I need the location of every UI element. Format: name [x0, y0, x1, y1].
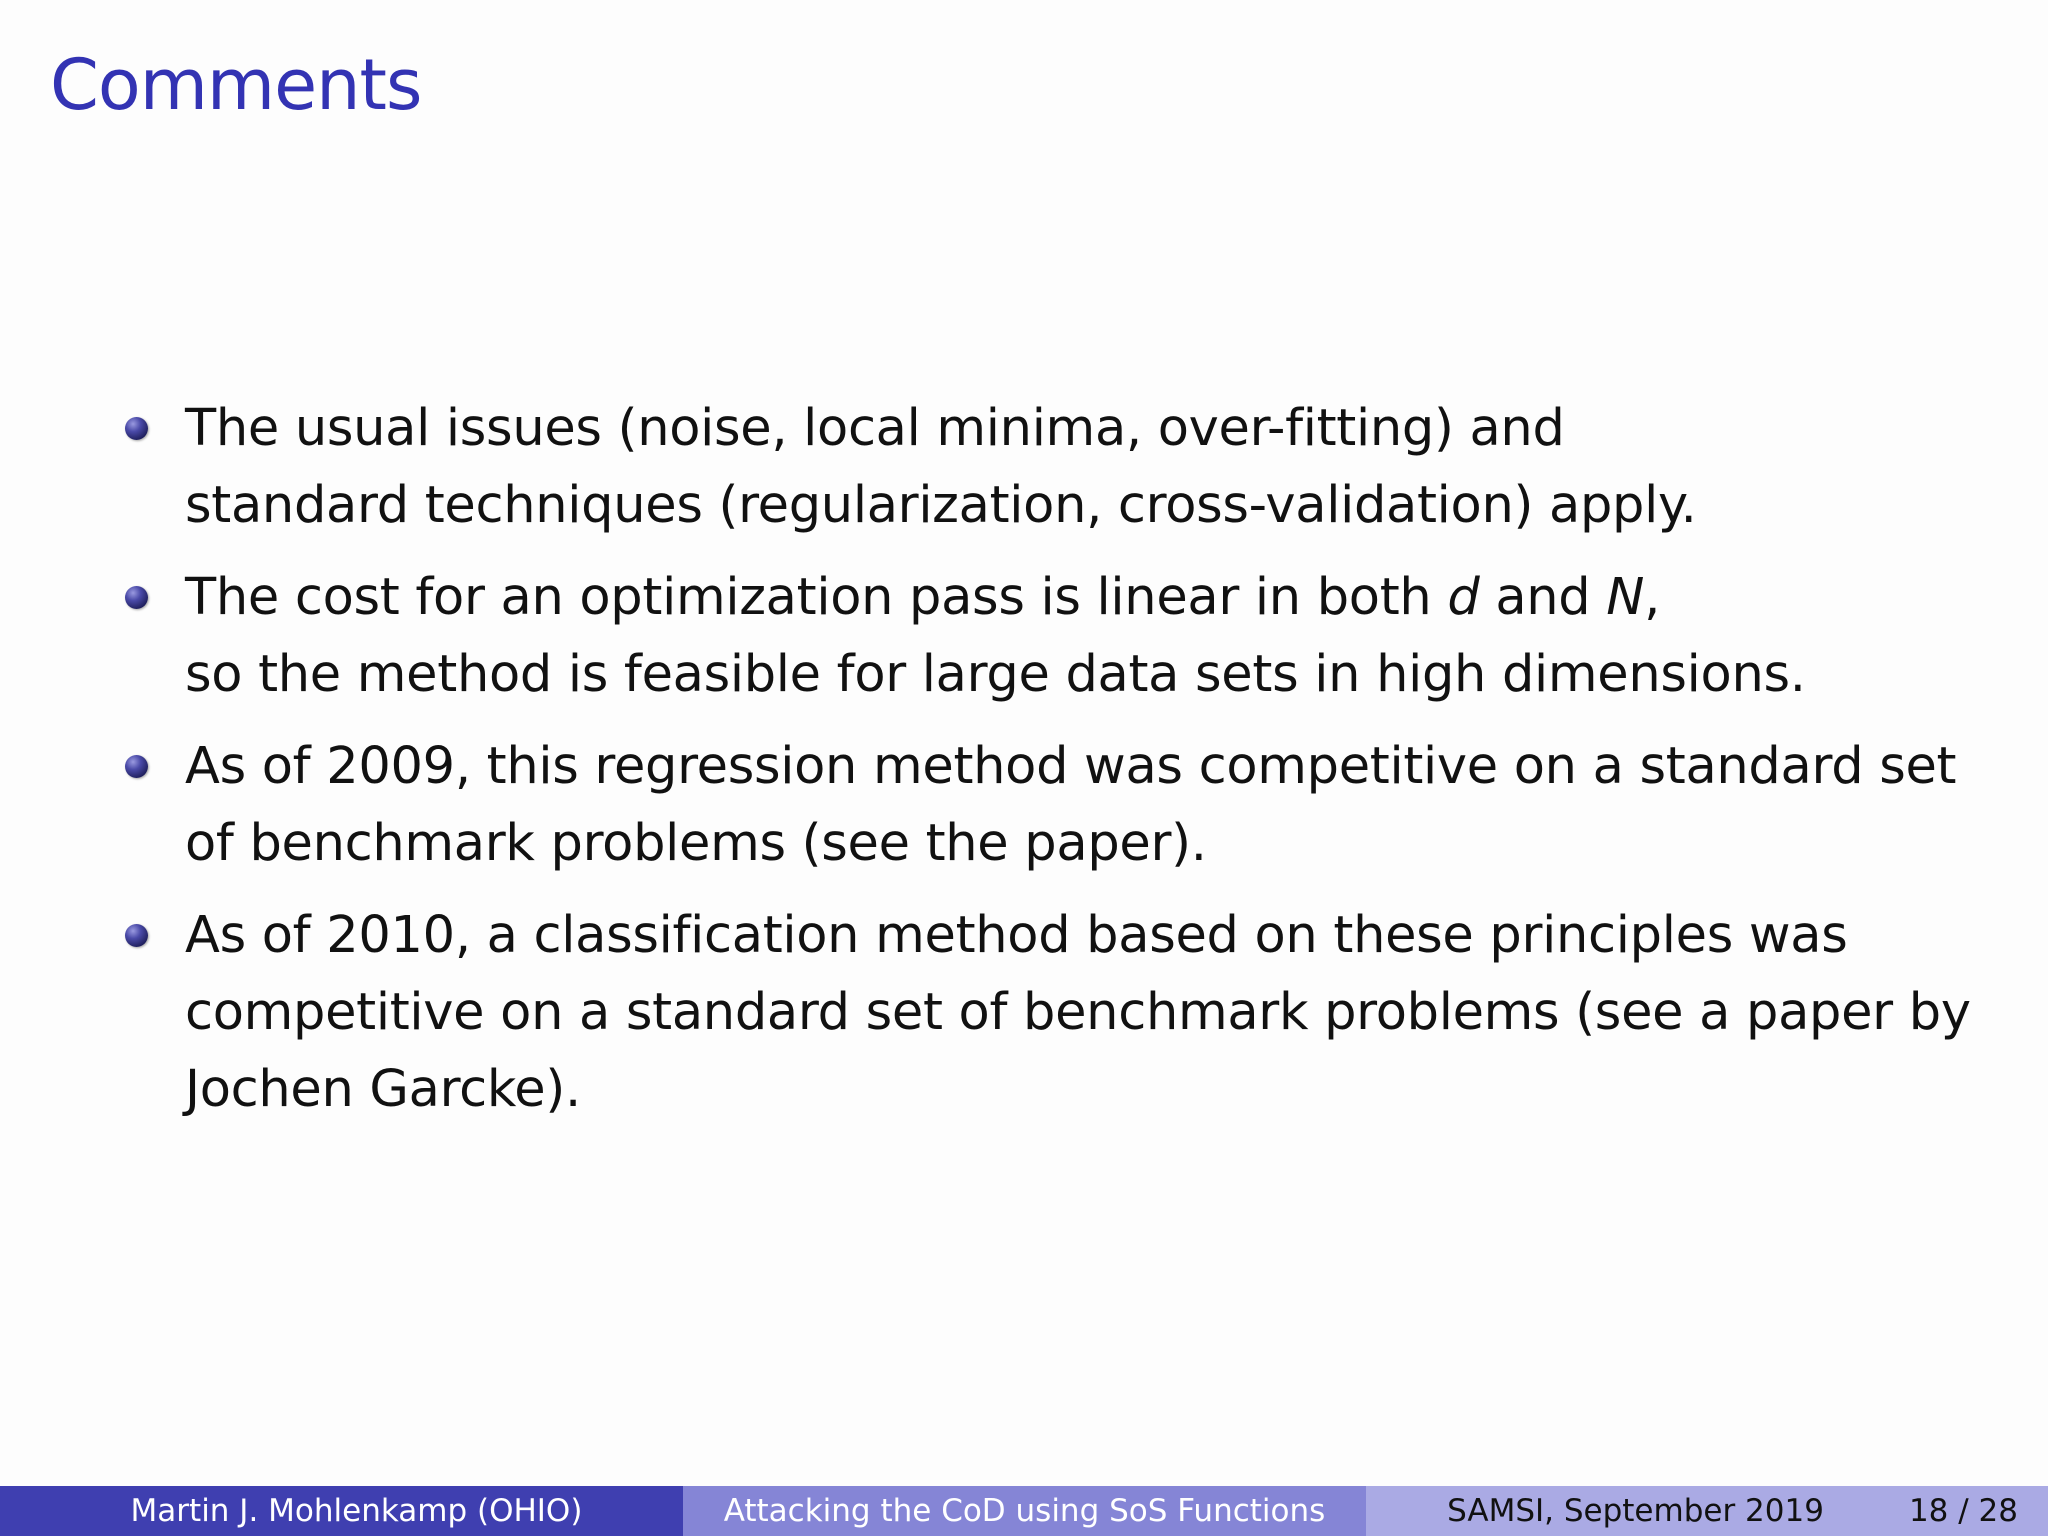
footer-talk-title: Attacking the CoD using SoS Functions [683, 1486, 1366, 1536]
bullet-icon [125, 755, 148, 778]
footer-info [1366, 1486, 2048, 1536]
footer-event: SAMSI, September 2019 [1447, 1493, 1824, 1529]
bullet-line: of benchmark problems (see the paper). [185, 814, 1207, 873]
bullet-line [185, 559, 2010, 636]
bullet-line: standard techniques (regularization, cross-validation) apply. [185, 476, 1697, 535]
math-variable-d: d [1447, 568, 1480, 627]
bullet-line: competitive on a standard set of benchmark problems (see a paper by [185, 983, 1971, 1042]
page-number: 18 / 28 [1908, 1493, 2018, 1529]
bullet-item [120, 897, 2010, 1128]
math-variable-n: N [1606, 568, 1645, 627]
bullet-line: As of 2009, this regression method was competitive on a standard set [185, 737, 1957, 796]
bullet-item [120, 390, 2010, 544]
footer-author: Martin J. Mohlenkamp (OHIO) [0, 1486, 683, 1536]
bullet-icon [125, 924, 148, 947]
bullet-line: The usual issues (noise, local minima, over-fitting) and [185, 399, 1565, 458]
footer-bar [0, 1486, 2048, 1536]
bullet-item [120, 559, 2010, 713]
bullet-text: and [1479, 568, 1607, 627]
bullet-icon [125, 586, 148, 609]
bullet-line: As of 2010, a classification method based on these principles was [185, 906, 1848, 965]
slide-title: Comments [50, 44, 422, 126]
bullet-icon [125, 417, 148, 440]
bullet-text: The cost for an optimization pass is linear in both [185, 568, 1448, 627]
bullet-item [120, 728, 2010, 882]
bullet-line: so the method is feasible for large data sets in high dimensions. [185, 645, 1806, 704]
bullet-line: Jochen Garcke). [185, 1060, 581, 1119]
bullet-list [120, 390, 2010, 1128]
bullet-text: , [1644, 568, 1661, 627]
slide-content [120, 390, 2010, 1143]
